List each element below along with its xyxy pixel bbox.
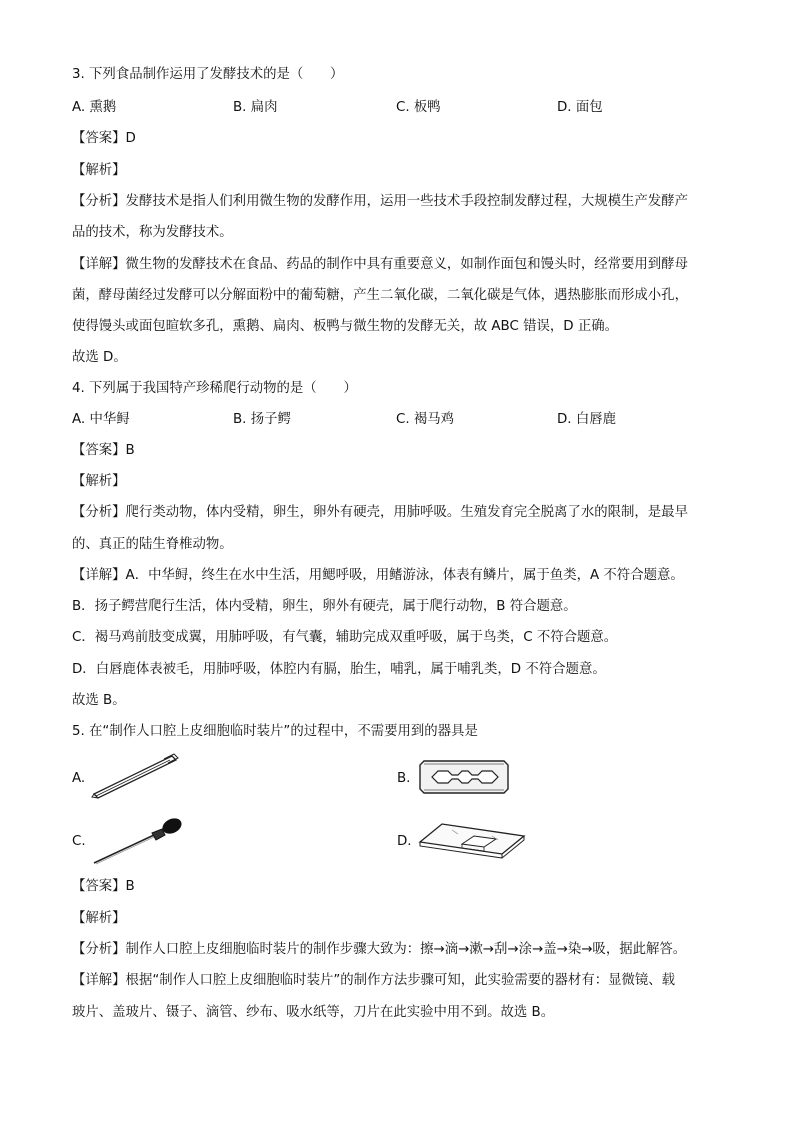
q4-xiangjie-line-2: B．扬子鳄营爬行生活，体内受精，卵生，卵外有硬壳，属于爬行动物，B 符合题意。 <box>72 599 577 614</box>
q4-option-b: B. 扬子鳄 <box>233 412 291 427</box>
q4-fenxi-line-1: 【分析】爬行类动物，体内受精，卵生，卵外有硬壳，用肺呼吸。生殖发育完全脱离了水的限制，是最早 <box>72 505 688 520</box>
q5-option-a-label: A. <box>72 771 86 786</box>
dropper-image <box>90 815 186 867</box>
q3-option-d: D. 面包 <box>557 100 603 115</box>
q3-fenxi-line-1: 【分析】发酵技术是指人们利用微生物的发酵作用，运用一些技术手段控制发酵过程，大规模生产发酵产 <box>72 194 688 209</box>
q4-option-d: D. 白唇鹿 <box>557 412 616 427</box>
q3-xiangjie-line-1: 【详解】微生物的发酵技术在食品、药品的制作中具有重要意义，如制作面包和馒头时，经常要用到酵母 <box>72 257 688 272</box>
q5-fenxi-line-1: 【分析】制作人口腔上皮细胞临时装片的制作步骤大致为：擦→滴→漱→刮→涂→盖→染→吸，据此解答。 <box>72 942 687 957</box>
glass-slide-image <box>416 820 528 862</box>
q4-option-c: C. 褐马鸡 <box>396 412 455 427</box>
q5-xiangjie-line-1: 【详解】根据“制作人口腔上皮细胞临时装片”的制作方法步骤可知，此实验需要的器材有：显微镜、载 <box>72 973 676 988</box>
q3-answer: 【答案】D <box>72 131 136 146</box>
q3-xiangjie-line-3: 使得馒头或面包暄软多孔，熏鹅、扁肉、板鸭与微生物的发酵无关，故 ABC 错误，D 正确。 <box>72 319 618 334</box>
q4-conclusion: 故选 B。 <box>72 693 126 708</box>
q3-stem: 3. 下列食品制作运用了发酵技术的是（ ） <box>72 67 344 82</box>
razor-blade-image <box>418 757 510 797</box>
q4-answer: 【答案】B <box>72 443 135 458</box>
q3-analysis-title: 【解析】 <box>72 163 126 178</box>
q4-stem: 4. 下列属于我国特产珍稀爬行动物的是（ ） <box>72 381 357 396</box>
q3-option-c: C. 板鸭 <box>396 100 441 115</box>
q3-conclusion: 故选 D。 <box>72 350 127 365</box>
q4-xiangjie-line-1: 【详解】A．中华鲟，终生在水中生活，用鳃呼吸，用鳍游泳，体表有鳞片，属于鱼类，A 不符合题意。 <box>72 568 684 583</box>
q5-stem: 5. 在“制作人口腔上皮细胞临时装片”的过程中，不需要用到的器具是 <box>72 724 478 739</box>
q3-option-b: B. 扁肉 <box>233 100 278 115</box>
q5-analysis-title: 【解析】 <box>72 911 126 926</box>
q5-answer: 【答案】B <box>72 879 135 894</box>
tweezers-image <box>90 750 180 802</box>
q3-xiangjie-line-2: 菌，酵母菌经过发酵可以分解面粉中的葡萄糖，产生二氧化碳，二氧化碳是气体，遇热膨胀而形成小孔， <box>72 288 688 303</box>
q4-xiangjie-line-3: C．褐马鸡前肢变成翼，用肺呼吸，有气囊，辅助完成双重呼吸，属于鸟类，C 不符合题意。 <box>72 630 618 645</box>
q3-fenxi-line-2: 品的技术，称为发酵技术。 <box>72 225 233 240</box>
q4-fenxi-line-2: 的、真正的陆生脊椎动物。 <box>72 537 233 552</box>
q5-option-d-label: D. <box>397 834 412 849</box>
q4-analysis-title: 【解析】 <box>72 474 126 489</box>
q5-option-c-label: C. <box>72 834 86 849</box>
q4-option-a: A. 中华鲟 <box>72 412 130 427</box>
q3-option-a: A. 熏鹅 <box>72 100 117 115</box>
q5-xiangjie-line-2: 玻片、盖玻片、镊子、滴管、纱布、吸水纸等，刀片在此实验中用不到。故选 B。 <box>72 1005 555 1020</box>
q4-xiangjie-line-4: D．白唇鹿体表被毛，用肺呼吸，体腔内有膈，胎生，哺乳，属于哺乳类，D 不符合题意。 <box>72 662 606 677</box>
q5-option-b-label: B. <box>397 771 411 786</box>
